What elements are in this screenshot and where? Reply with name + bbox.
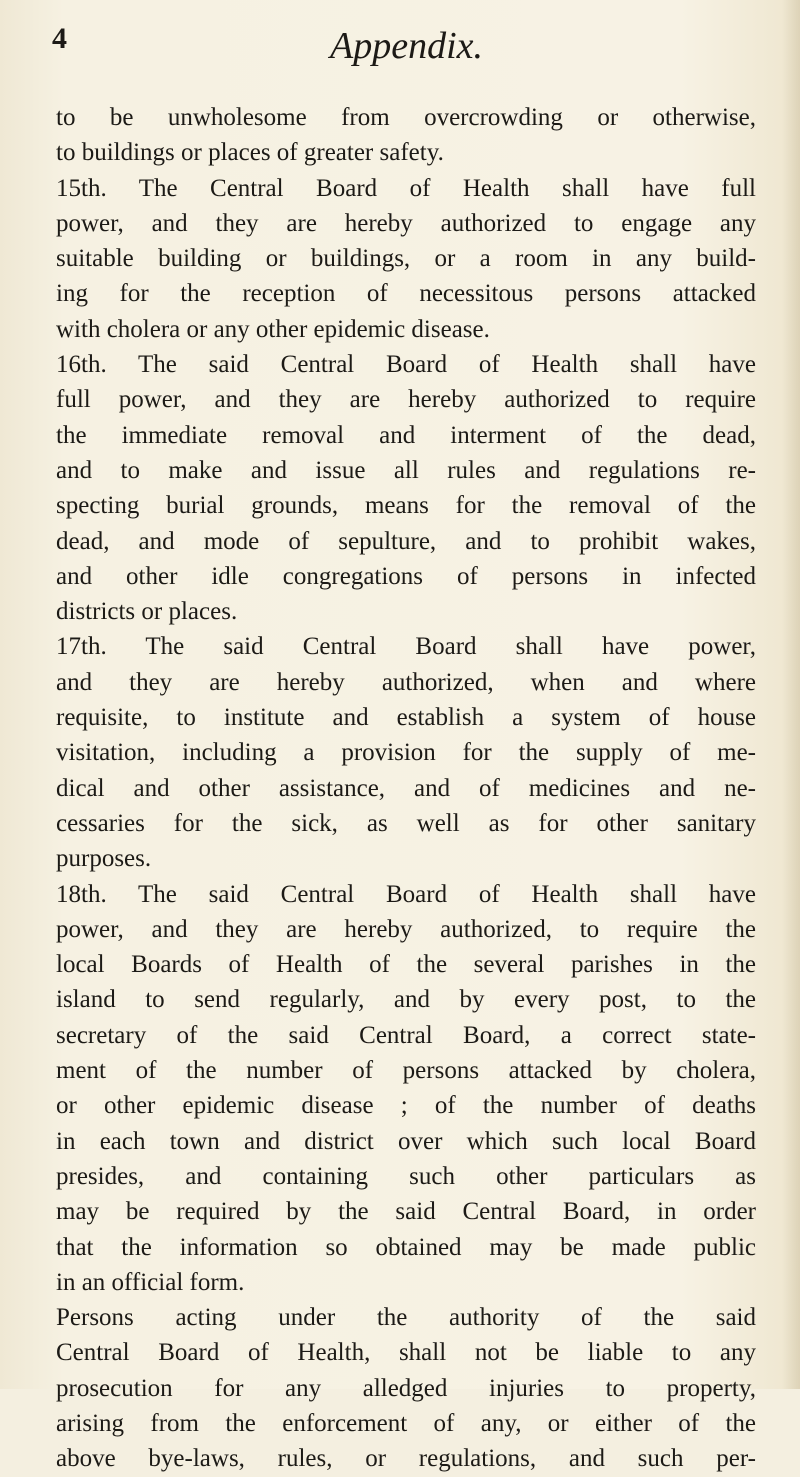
text-line: the immediate removal and interment of the dead, — [56, 421, 756, 449]
text-line: and they are hereby authorized, when and where — [56, 668, 756, 696]
text-line: districts or places. — [56, 598, 238, 626]
page-edge-shadow — [782, 0, 800, 1389]
text-line: power, and they are hereby authorized, to require the — [56, 915, 756, 943]
page-number: 4 — [52, 22, 67, 55]
text-line: with cholera or any other epidemic disease. — [56, 315, 490, 343]
text-line: may be required by the said Central Board, in order — [56, 1198, 756, 1226]
text-line: 15th. The Central Board of Health shall have full — [56, 174, 756, 202]
text-line: 16th. The said Central Board of Health shall have — [56, 351, 756, 379]
text-line: to buildings or places of greater safety. — [56, 139, 444, 167]
text-line: and other idle congregations of persons in infected — [56, 562, 756, 590]
running-title: Appendix. — [330, 25, 484, 67]
text-line: that the information so obtained may be made public — [56, 1233, 756, 1261]
text-line: dical and other assistance, and of medicines and ne- — [56, 774, 756, 802]
text-line: visitation, including a provision for the supply of me- — [56, 739, 756, 767]
text-line: Persons acting under the authority of the said — [56, 1304, 756, 1332]
text-line: in an official form. — [56, 1268, 245, 1296]
text-line: secretary of the said Central Board, a correct state- — [56, 1021, 756, 1049]
text-line: above bye-laws, rules, or regulations, and such per- — [56, 1445, 756, 1473]
text-line: local Boards of Health of the several parishes in the — [56, 951, 756, 979]
text-line: dead, and mode of sepulture, and to prohibit wakes, — [56, 527, 756, 555]
text-line: prosecution for any alledged injuries to property, — [56, 1374, 756, 1402]
text-line: 17th. The said Central Board shall have power, — [56, 633, 756, 661]
body-text — [56, 100, 756, 1477]
text-line: Central Board of Health, shall not be liable to any — [56, 1339, 756, 1367]
text-line: island to send regularly, and by every post, to the — [56, 986, 756, 1014]
text-line: presides, and containing such other particulars as — [56, 1162, 756, 1190]
text-line: arising from the enforcement of any, or either of the — [56, 1409, 756, 1437]
text-line: ment of the number of persons attacked by cholera, — [56, 1057, 756, 1085]
text-line: cessaries for the sick, as well as for other sanitary — [56, 809, 756, 837]
text-line: 18th. The said Central Board of Health shall have — [56, 880, 756, 908]
text-line: in each town and district over which such local Board — [56, 1127, 756, 1155]
page-header — [0, 18, 800, 78]
text-line: to be unwholesome from overcrowding or otherwise, — [56, 104, 756, 131]
text-line: ing for the reception of necessitous persons attacked — [56, 280, 756, 308]
text-line: power, and they are hereby authorized to engage any — [56, 209, 756, 237]
text-line: specting burial grounds, means for the removal of the — [56, 492, 756, 520]
text-line: requisite, to institute and establish a system of house — [56, 704, 756, 732]
text-line: purposes. — [56, 845, 152, 873]
text-line: suitable building or buildings, or a room in any build- — [56, 245, 756, 273]
text-line: or other epidemic disease ; of the number of deaths — [56, 1092, 756, 1120]
text-line: and to make and issue all rules and regulations re- — [56, 456, 756, 484]
text-line: full power, and they are hereby authorized to require — [56, 386, 756, 414]
